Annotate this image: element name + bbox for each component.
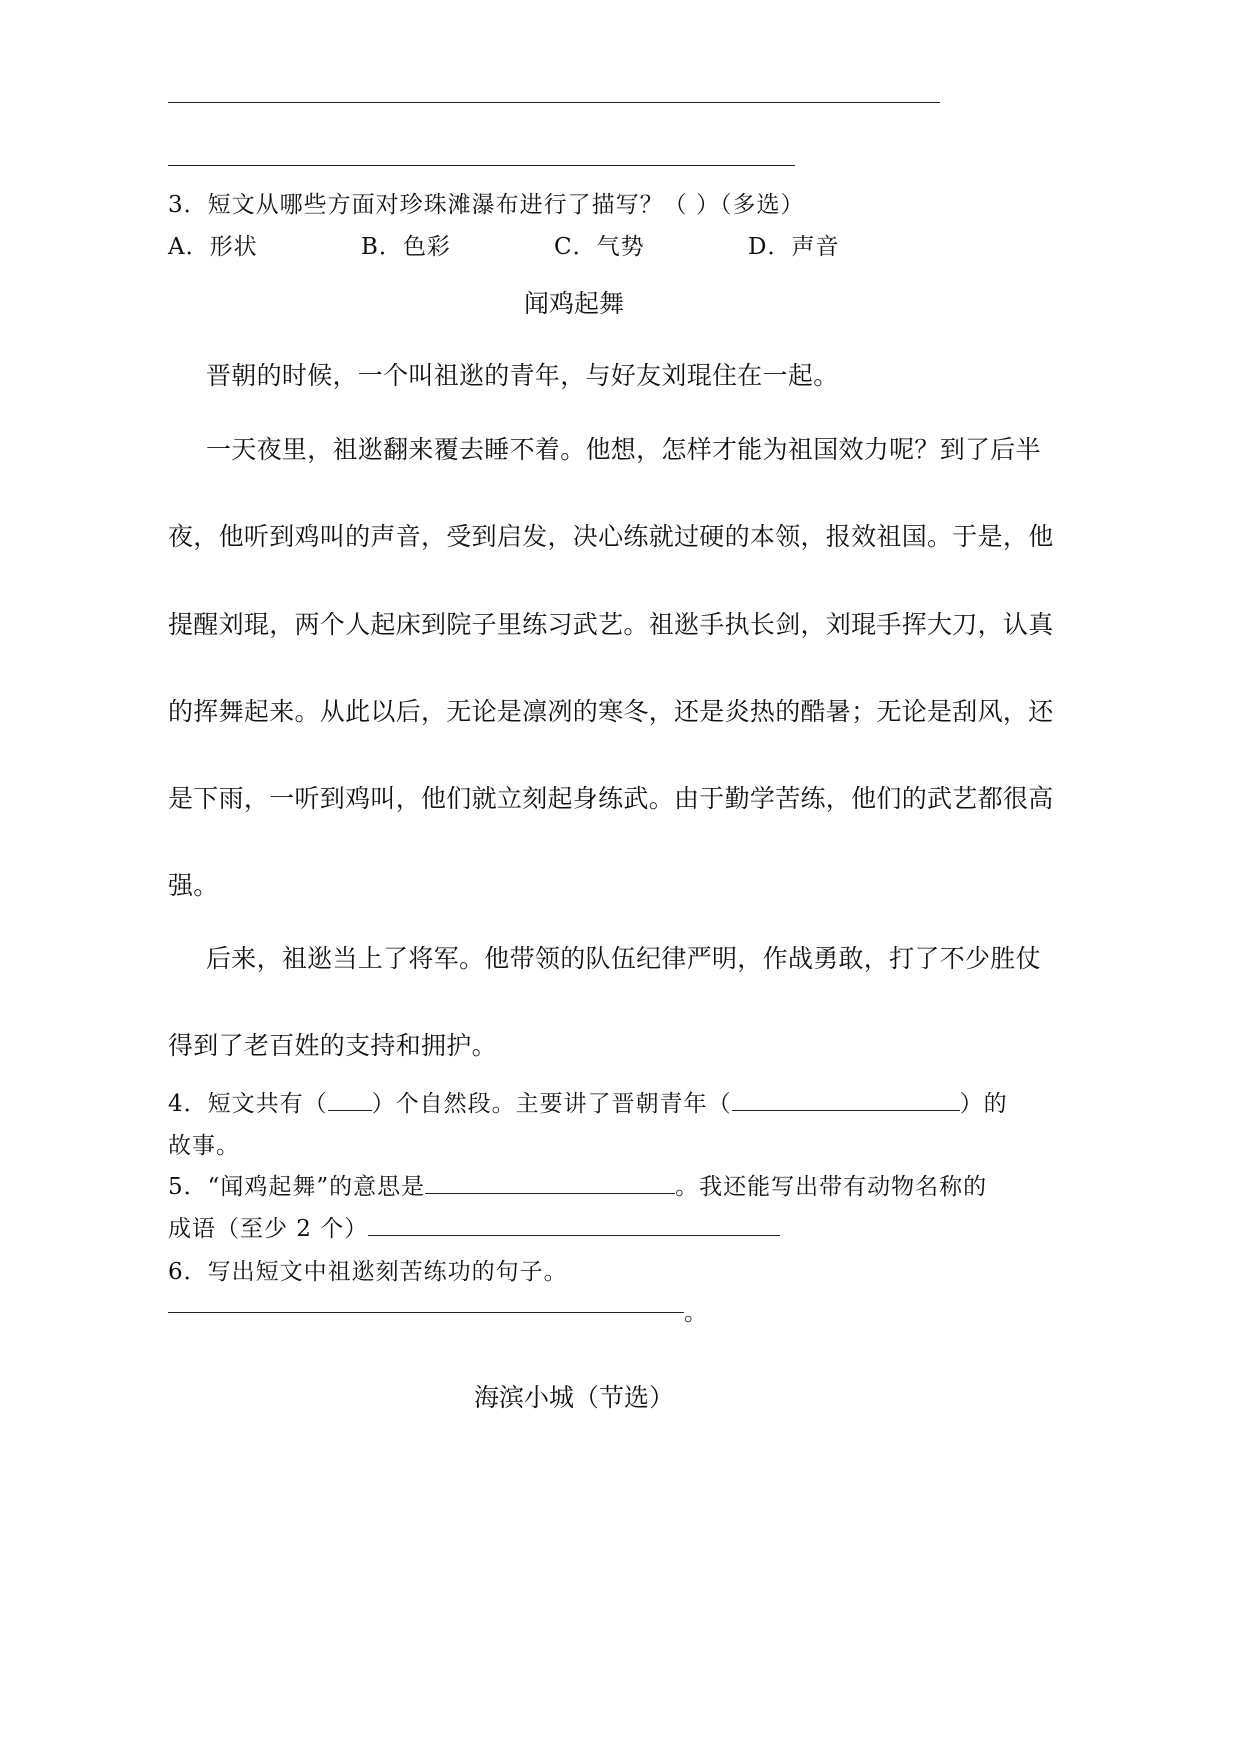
answer-line-2 [168, 165, 795, 166]
question-5 [168, 1168, 987, 1201]
q5-text-3: 成语（至少 2 个） [168, 1216, 369, 1242]
next-story-title: 海滨小城（节选） [473, 1383, 674, 1412]
q6-answer-line[interactable] [168, 1312, 684, 1313]
story-line: 是下雨，一听到鸡叫，他们就立刻起身练武。由于勤学苦练，他们的武艺都很高 [168, 784, 1054, 813]
q4-blank-count[interactable] [328, 1088, 372, 1111]
question-4-line-2: 故事。 [168, 1133, 240, 1159]
q4-text-1: 4．短文共有（ [168, 1091, 328, 1117]
option-a: A．形状 [168, 234, 258, 260]
story-line: 夜，他听到鸡叫的声音，受到启发，决心练就过硬的本领，报效祖国。于是，他 [168, 522, 1054, 551]
story-line: 强。 [168, 871, 219, 900]
story-line: 一天夜里，祖逖翻来覆去睡不着。他想，怎样才能为祖国效力呢？到了后半 [206, 435, 1041, 464]
story-line: 的挥舞起来。从此以后，无论是凛冽的寒冬，还是炎热的酷暑；无论是刮风，还 [168, 697, 1054, 726]
option-c: C．气势 [554, 234, 645, 260]
q5-text-2: 。我还能写出带有动物名称的 [675, 1174, 988, 1200]
story-line: 晋朝的时候，一个叫祖逖的青年，与好友刘琨住在一起。 [206, 361, 839, 390]
q5-text-1: 5．“闻鸡起舞”的意思是 [168, 1174, 426, 1200]
story-line: 提醒刘琨，两个人起床到院子里练习武艺。祖逖手执长剑，刘琨手挥大刀，认真 [168, 610, 1054, 639]
option-b: B．色彩 [361, 234, 451, 260]
question-4 [168, 1085, 1008, 1118]
story-line: 得到了老百姓的支持和拥护。 [168, 1031, 497, 1060]
q4-text-3: ）的 [959, 1091, 1008, 1117]
question-3: 3．短文从哪些方面对珍珠滩瀑布进行了描写？（ ）（多选） [168, 192, 805, 218]
question-6: 6．写出短文中祖逖刻苦练功的句子。 [168, 1259, 568, 1285]
q5-blank-meaning[interactable] [425, 1171, 675, 1194]
question-5-line-2 [168, 1210, 780, 1243]
q5-blank-idioms[interactable] [368, 1213, 780, 1236]
story-title: 闻鸡起舞 [523, 289, 624, 318]
story-line: 后来，祖逖当上了将军。他带领的队伍纪律严明，作战勇敢，打了不少胜仗 [206, 944, 1041, 973]
q6-period: 。 [684, 1300, 708, 1326]
option-d: D．声音 [748, 234, 840, 260]
answer-line-1 [168, 102, 940, 103]
q4-text-2: ）个自然段。主要讲了晋朝青年（ [371, 1091, 732, 1117]
q4-blank-name[interactable] [732, 1088, 960, 1111]
